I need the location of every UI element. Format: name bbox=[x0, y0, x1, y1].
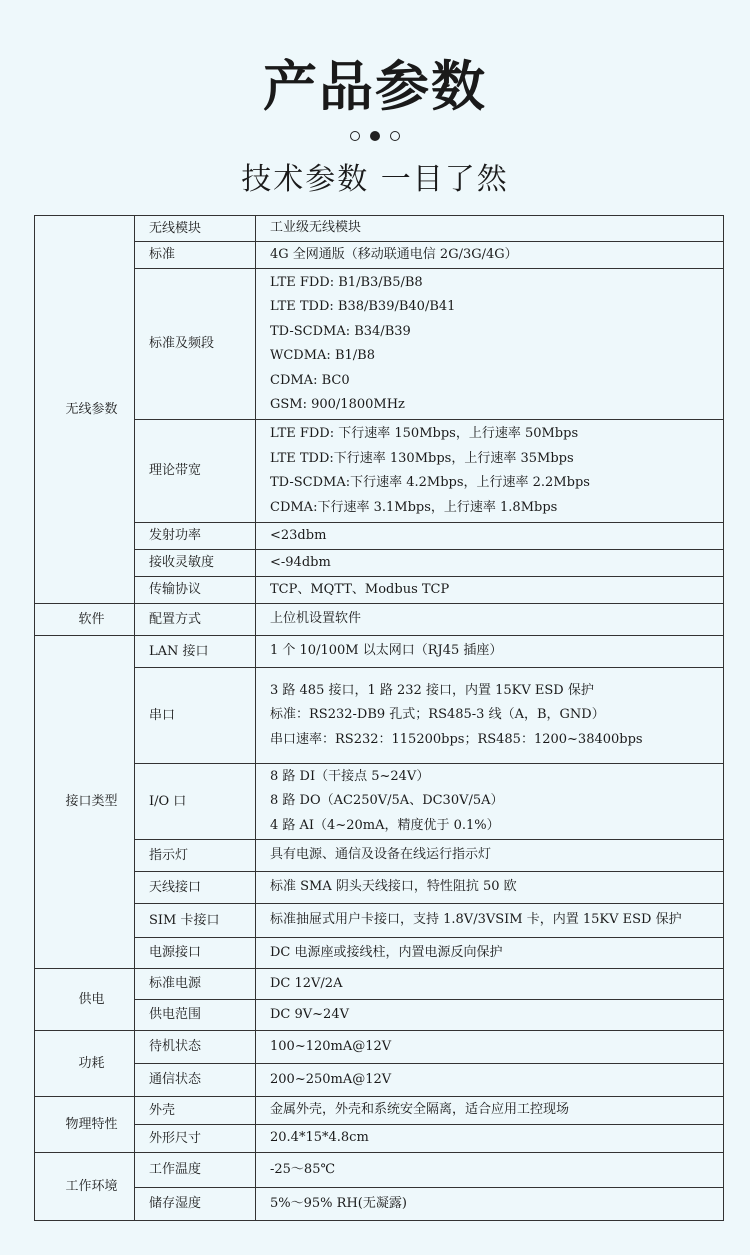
param-label: 待机状态 bbox=[135, 1031, 256, 1064]
param-label: 传输协议 bbox=[135, 577, 256, 604]
dot-icon bbox=[350, 131, 360, 141]
value-line: WCDMA: B1/B8 bbox=[270, 348, 375, 363]
param-label: 发射功率 bbox=[135, 523, 256, 550]
value-line: DC 12V/2A bbox=[270, 975, 343, 991]
param-value bbox=[256, 1064, 724, 1097]
table-row bbox=[35, 668, 724, 764]
value-line: 具有电源、通信及设备在线运行指示灯 bbox=[270, 847, 492, 863]
param-value bbox=[256, 216, 724, 242]
value-line: 标准抽屉式用户卡接口，支持 1.8V/3VSIM 卡，内置 15KV ESD 保护 bbox=[270, 912, 682, 928]
param-value bbox=[256, 577, 724, 604]
table-row bbox=[35, 938, 724, 969]
param-value bbox=[256, 523, 724, 550]
param-label: 配置方式 bbox=[135, 604, 256, 636]
param-label: 串口 bbox=[135, 668, 256, 764]
param-label: 外形尺寸 bbox=[135, 1125, 256, 1153]
param-value bbox=[256, 1188, 724, 1221]
value-line: 100~120mA@12V bbox=[270, 1038, 392, 1054]
table-row bbox=[35, 242, 724, 269]
value-line: 串口速率：RS232：115200bps；RS485：1200~38400bps bbox=[270, 731, 643, 747]
table-row bbox=[35, 216, 724, 242]
table-row bbox=[35, 1064, 724, 1097]
value-line: 5%～95% RH(无凝露) bbox=[270, 1195, 407, 1211]
table-row bbox=[35, 904, 724, 938]
value-line: <23dbm bbox=[270, 527, 327, 543]
value-line: LTE FDD: B1/B3/B5/B8 bbox=[270, 274, 423, 290]
table-row bbox=[35, 969, 724, 1000]
table-row bbox=[35, 1125, 724, 1153]
category-cell: 工作环境 bbox=[35, 1153, 135, 1221]
table-row bbox=[35, 1097, 724, 1125]
value-line: LTE FDD: 下行速率 150Mbps，上行速率 50Mbps bbox=[270, 426, 579, 441]
param-value bbox=[256, 242, 724, 269]
table-row bbox=[35, 840, 724, 872]
param-value bbox=[256, 1000, 724, 1031]
param-label: 通信状态 bbox=[135, 1064, 256, 1097]
table-row bbox=[35, 604, 724, 636]
spec-table bbox=[34, 215, 724, 1221]
value-line: LTE TDD:下行速率 130Mbps，上行速率 35Mbps bbox=[270, 450, 574, 466]
table-row bbox=[35, 1000, 724, 1031]
value-line: 金属外壳，外壳和系统安全隔离，适合应用工控现场 bbox=[270, 1102, 570, 1118]
dot-icon bbox=[390, 131, 400, 141]
table-row bbox=[35, 550, 724, 577]
value-line: GSM: 900/1800MHz bbox=[270, 397, 405, 412]
param-value bbox=[256, 420, 724, 523]
value-line: 工业级无线模块 bbox=[270, 220, 362, 236]
value-line: 4 路 AI（4~20mA，精度优于 0.1%） bbox=[270, 817, 500, 833]
param-value bbox=[256, 872, 724, 904]
param-label: I/O 口 bbox=[135, 764, 256, 840]
param-value bbox=[256, 1153, 724, 1188]
param-label: SIM 卡接口 bbox=[135, 904, 256, 938]
page-title: 产品参数 bbox=[263, 55, 487, 118]
value-line: 标准 SMA 阴头天线接口，特性阻抗 50 欧 bbox=[270, 879, 517, 895]
table-row bbox=[35, 577, 724, 604]
param-label: 无线模块 bbox=[135, 216, 256, 242]
param-value bbox=[256, 636, 724, 668]
param-value bbox=[256, 550, 724, 577]
category-cell: 供电 bbox=[35, 969, 135, 1031]
table-row bbox=[35, 1188, 724, 1221]
param-label: 标准及频段 bbox=[135, 269, 256, 420]
value-line: TCP、MQTT、Modbus TCP bbox=[270, 581, 450, 597]
param-value bbox=[256, 269, 724, 420]
table-row bbox=[35, 636, 724, 668]
table-row bbox=[35, 764, 724, 840]
table-row bbox=[35, 872, 724, 904]
table-row bbox=[35, 1153, 724, 1188]
dot-active-icon bbox=[370, 131, 380, 141]
param-label: 指示灯 bbox=[135, 840, 256, 872]
param-value bbox=[256, 904, 724, 938]
param-value bbox=[256, 1125, 724, 1153]
value-line: CDMA:下行速率 3.1Mbps，上行速率 1.8Mbps bbox=[270, 499, 558, 515]
table-row bbox=[35, 420, 724, 523]
value-line: TD-SCDMA: B34/B39 bbox=[270, 323, 411, 339]
value-line: 200~250mA@12V bbox=[270, 1071, 392, 1087]
param-value bbox=[256, 938, 724, 969]
value-line: LTE TDD: B38/B39/B40/B41 bbox=[270, 299, 456, 314]
category-cell: 无线参数 bbox=[35, 216, 135, 604]
param-label: 储存湿度 bbox=[135, 1188, 256, 1221]
param-value bbox=[256, 969, 724, 1000]
page-subtitle: 技术参数 一目了然 bbox=[241, 162, 509, 197]
category-cell: 接口类型 bbox=[35, 636, 135, 969]
param-label: 电源接口 bbox=[135, 938, 256, 969]
param-label: 接收灵敏度 bbox=[135, 550, 256, 577]
param-label: 供电范围 bbox=[135, 1000, 256, 1031]
category-cell: 物理特性 bbox=[35, 1097, 135, 1153]
value-line: 标准：RS232-DB9 孔式；RS485-3 线（A，B，GND） bbox=[270, 707, 605, 723]
param-label: 外壳 bbox=[135, 1097, 256, 1125]
value-line: CDMA: BC0 bbox=[270, 372, 350, 388]
value-line: 8 路 DI（干接点 5~24V） bbox=[270, 768, 430, 784]
table-row bbox=[35, 269, 724, 420]
param-label: 理论带宽 bbox=[135, 420, 256, 523]
param-value bbox=[256, 764, 724, 840]
value-line: 上位机设置软件 bbox=[270, 611, 362, 627]
value-line: 8 路 DO（AC250V/5A、DC30V/5A） bbox=[270, 793, 504, 809]
param-label: 天线接口 bbox=[135, 872, 256, 904]
param-label: 标准电源 bbox=[135, 969, 256, 1000]
value-line: DC 9V~24V bbox=[270, 1006, 349, 1022]
param-value bbox=[256, 840, 724, 872]
carousel-dots bbox=[0, 131, 750, 141]
category-cell: 功耗 bbox=[35, 1031, 135, 1097]
param-value bbox=[256, 668, 724, 764]
value-line: <-94dbm bbox=[270, 554, 331, 570]
table-row bbox=[35, 523, 724, 550]
category-cell: 软件 bbox=[35, 604, 135, 636]
param-value bbox=[256, 1031, 724, 1064]
value-line: 1 个 10/100M 以太网口（RJ45 插座） bbox=[270, 643, 503, 659]
value-line: 3 路 485 接口，1 路 232 接口，内置 15KV ESD 保护 bbox=[270, 682, 594, 698]
value-line: DC 电源座或接线柱，内置电源反向保护 bbox=[270, 944, 503, 960]
value-line: -25～85℃ bbox=[270, 1161, 336, 1177]
value-line: 4G 全网通版（移动联通电信 2G/3G/4G） bbox=[270, 246, 518, 262]
param-value bbox=[256, 1097, 724, 1125]
param-label: LAN 接口 bbox=[135, 636, 256, 668]
table-row bbox=[35, 1031, 724, 1064]
param-label: 工作温度 bbox=[135, 1153, 256, 1188]
param-label: 标准 bbox=[135, 242, 256, 269]
value-line: TD-SCDMA:下行速率 4.2Mbps，上行速率 2.2Mbps bbox=[270, 475, 590, 490]
value-line: 20.4*15*4.8cm bbox=[270, 1130, 369, 1146]
param-value bbox=[256, 604, 724, 636]
